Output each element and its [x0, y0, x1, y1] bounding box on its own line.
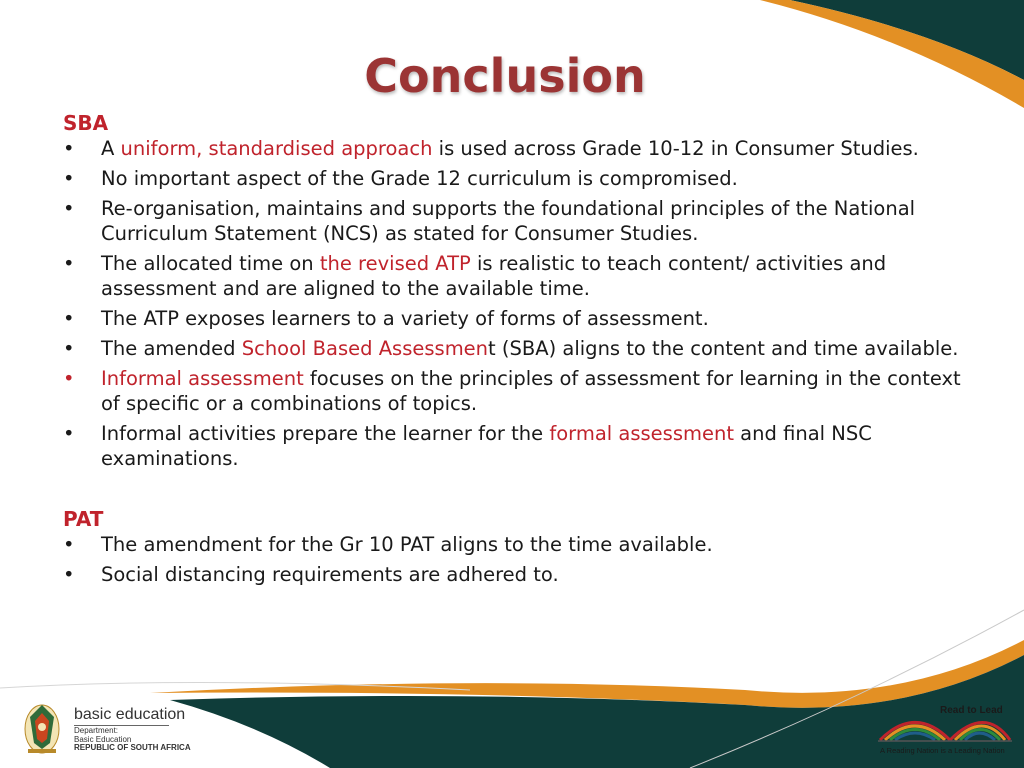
sba-bullet-7: • Informal assessment focuses on the principles of assessment for learning in the context of specific or a combinations of topics.	[63, 367, 961, 415]
highlighted-text: uniform, standardised approach	[120, 137, 433, 160]
sba-bullet-list	[63, 136, 983, 471]
bullet-marker: •	[63, 422, 75, 445]
slide-content	[63, 110, 983, 592]
slide-title: Conclusion	[364, 48, 646, 103]
read-to-lead-title: Read to Lead	[940, 705, 1003, 716]
dbe-name: basic education	[74, 706, 186, 723]
sba-heading: SBA	[63, 111, 109, 135]
highlighted-text: the revised ATP	[319, 252, 471, 275]
bullet-marker: •	[63, 137, 75, 160]
sba-bullet-1: • A uniform, standardised approach is used across Grade 10-12 in Consumer Studies.	[63, 137, 919, 160]
bullet-marker: •	[63, 367, 75, 390]
bullet-marker: •	[63, 307, 75, 330]
pat-bullet-list	[63, 532, 983, 587]
bullet-marker: •	[63, 337, 75, 360]
pat-heading: PAT	[63, 507, 104, 531]
pat-bullet-1: • The amendment for the Gr 10 PAT aligns to the time available.	[63, 533, 713, 556]
bullet-marker: •	[63, 563, 75, 586]
sba-bullet-2: • No important aspect of the Grade 12 curriculum is compromised.	[63, 167, 738, 190]
highlighted-text: Informal assessment	[101, 367, 304, 390]
sba-bullet-5: • The ATP exposes learners to a variety of forms of assessment.	[63, 307, 709, 330]
sba-bullet-6: • The amended School Based Assessment (SBA) aligns to the content and time available.	[63, 337, 959, 360]
bullet-marker: •	[63, 167, 75, 190]
read-to-lead-tagline: A Reading Nation is a Leading Nation	[880, 746, 1005, 755]
bullet-marker: •	[63, 252, 75, 275]
bullet-marker: •	[63, 197, 75, 220]
sba-bullet-4: • The allocated time on the revised ATP is realistic to teach content/ activities and assessment and are aligned to the available time.	[63, 252, 887, 300]
highlighted-text: formal assessment	[549, 422, 734, 445]
sba-bullet-8: • Informal activities prepare the learner for the formal assessment and final NSC examinations.	[63, 422, 872, 470]
highlighted-text: School Based Assessmen	[241, 337, 489, 360]
sba-bullet-3: • Re-organisation, maintains and supports the foundational principles of the National Curriculum Statement (NCS) as stated for Consumer Studies.	[63, 197, 916, 245]
dbe-department: Department: Basic Education REPUBLIC OF SOUTH AFRICA	[74, 726, 191, 752]
pat-bullet-2: • Social distancing requirements are adhered to.	[63, 563, 559, 586]
bullet-marker: •	[63, 533, 75, 556]
